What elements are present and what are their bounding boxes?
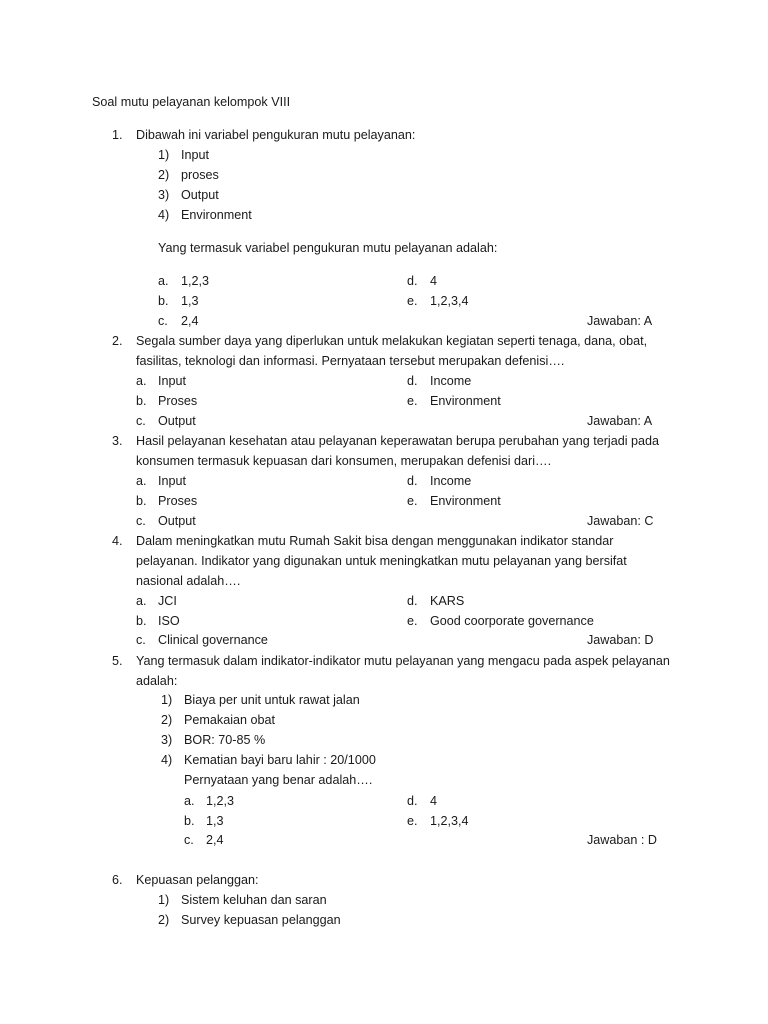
question-text: nasional adalah…. (136, 574, 241, 588)
option-letter: a. (158, 274, 169, 288)
option-text: 4 (430, 274, 438, 288)
option-text: ISO (158, 614, 180, 628)
option-letter: c. (184, 833, 194, 847)
option-text: Proses (158, 494, 198, 508)
option-text: 2,4 (181, 314, 199, 328)
option-letter: b. (136, 614, 147, 628)
item-text: Survey kepuasan pelanggan (181, 913, 341, 927)
item-number: 2) (158, 168, 170, 182)
option-letter: c. (158, 314, 168, 328)
question-number: 3. (112, 434, 123, 448)
item-text: Sistem keluhan dan saran (181, 893, 327, 907)
item-number: 2) (161, 713, 173, 727)
question-number: 6. (112, 873, 123, 887)
option-letter: d. (407, 374, 418, 388)
option-letter: c. (136, 633, 146, 647)
option-text: 2,4 (206, 833, 224, 847)
option-text: Environment (430, 494, 501, 508)
option-text: Environment (430, 394, 501, 408)
option-text: 4 (430, 794, 438, 808)
question-number: 5. (112, 654, 123, 668)
item-text: Input (181, 148, 210, 162)
option-text: 1,2,3 (181, 274, 210, 288)
question-text: Dibawah ini variabel pengukuran mutu pelayanan: (136, 128, 416, 142)
option-letter: d. (407, 794, 418, 808)
option-letter: b. (184, 814, 195, 828)
option-text: Output (158, 414, 196, 428)
item-number: 1) (158, 148, 170, 162)
item-text: Biaya per unit untuk rawat jalan (184, 693, 360, 707)
question-text: adalah: (136, 674, 178, 688)
option-letter: d. (407, 274, 418, 288)
question-number: 4. (112, 534, 123, 548)
option-letter: d. (407, 594, 418, 608)
question-text: Hasil pelayanan kesehatan atau pelayanan keperawatan berupa perubahan yang terjadi pada (136, 434, 660, 448)
option-text: Input (158, 474, 187, 488)
document-title: Soal mutu pelayanan kelompok VIII (92, 95, 291, 109)
item-number: 4) (161, 753, 173, 767)
item-text: Environment (181, 208, 252, 222)
option-text: 1,3 (206, 814, 224, 828)
item-text: Kematian bayi baru lahir : 20/1000 (184, 753, 376, 767)
question-text: pelayanan. Indikator yang digunakan untuk meningkatkan mutu pelayanan yang bersifat (136, 554, 627, 568)
option-letter: a. (136, 474, 147, 488)
answer-text: Jawaban: A (587, 414, 653, 428)
option-text: 1,2,3,4 (430, 294, 469, 308)
option-text: JCI (158, 594, 177, 608)
answer-text: Jawaban : D (587, 833, 658, 847)
question-text: konsumen termasuk kepuasan dari konsumen, merupakan defenisi dari…. (136, 454, 552, 468)
item-text: Output (181, 188, 219, 202)
option-text: Good coorporate governance (430, 614, 594, 628)
option-text: Clinical governance (158, 633, 268, 647)
option-letter: d. (407, 474, 418, 488)
option-letter: b. (136, 494, 147, 508)
item-number: 3) (161, 733, 173, 747)
answer-text: Jawaban: D (587, 633, 654, 647)
item-number: 1) (158, 893, 170, 907)
question-text: Dalam meningkatkan mutu Rumah Sakit bisa dengan menggunakan indikator standar (136, 534, 614, 548)
option-letter: a. (184, 794, 195, 808)
option-letter: e. (407, 494, 418, 508)
question-text: Yang termasuk dalam indikator-indikator mutu pelayanan yang mengacu pada aspek pelayanan (136, 654, 670, 668)
item-number: 3) (158, 188, 170, 202)
question-prompt: Yang termasuk variabel pengukuran mutu pelayanan adalah: (158, 241, 498, 255)
question-text: fasilitas, teknologi dan informasi. Pernyataan tersebut merupakan defenisi…. (136, 354, 565, 368)
option-text: Income (430, 474, 472, 488)
option-text: 1,3 (181, 294, 199, 308)
option-letter: b. (136, 394, 147, 408)
option-letter: c. (136, 514, 146, 528)
option-letter: b. (158, 294, 169, 308)
option-letter: e. (407, 814, 418, 828)
option-text: 1,2,3 (206, 794, 235, 808)
option-letter: a. (136, 374, 147, 388)
option-letter: e. (407, 614, 418, 628)
answer-text: Jawaban: A (587, 314, 653, 328)
item-number: 2) (158, 913, 170, 927)
item-number: 1) (161, 693, 173, 707)
option-text: Income (430, 374, 472, 388)
question-number: 2. (112, 334, 123, 348)
option-letter: e. (407, 394, 418, 408)
item-text: Pemakaian obat (184, 713, 276, 727)
option-text: Output (158, 514, 196, 528)
option-letter: e. (407, 294, 418, 308)
option-text: 1,2,3,4 (430, 814, 469, 828)
option-letter: c. (136, 414, 146, 428)
option-text: KARS (430, 594, 465, 608)
question-number: 1. (112, 128, 123, 142)
item-text: proses (181, 168, 219, 182)
question-prompt: Pernyataan yang benar adalah…. (184, 773, 373, 787)
question-text: Kepuasan pelanggan: (136, 873, 259, 887)
option-text: Proses (158, 394, 198, 408)
item-text: BOR: 70-85 % (184, 733, 266, 747)
question-text: Segala sumber daya yang diperlukan untuk melakukan kegiatan seperti tenaga, dana, obat, (136, 334, 648, 348)
answer-text: Jawaban: C (587, 514, 654, 528)
option-letter: a. (136, 594, 147, 608)
option-text: Input (158, 374, 187, 388)
item-number: 4) (158, 208, 170, 222)
